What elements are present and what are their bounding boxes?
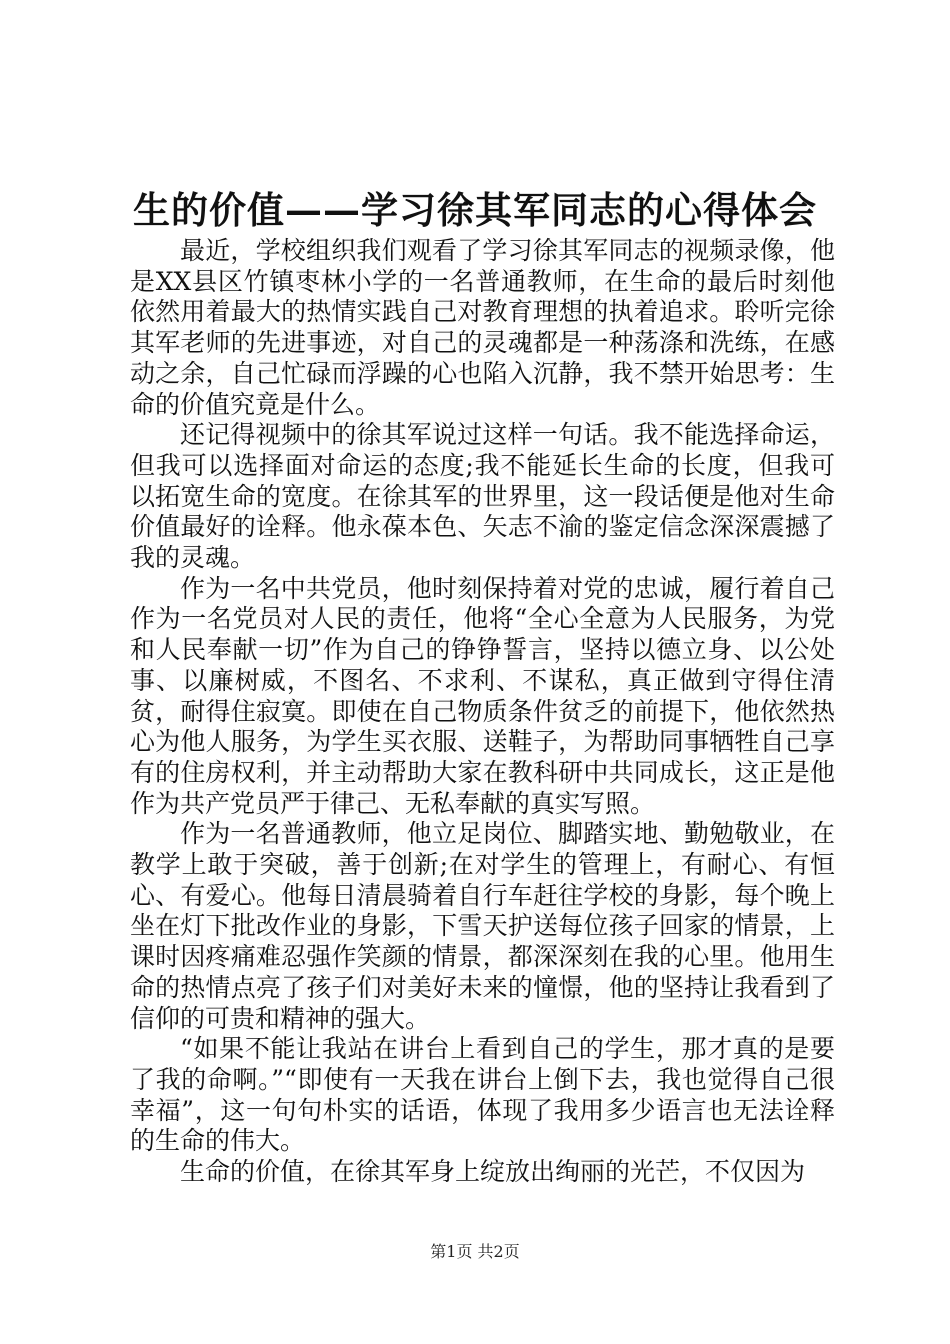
document-body: [130, 236, 835, 1188]
document-title: 生的价值——学习徐其军同志的心得体会: [133, 188, 817, 232]
paragraph-2: 还记得视频中的徐其军说过这样一句话。我不能选择命运，但我可以选择面对命运的态度;我不能延长生命的长度，但我可以拓宽生命的宽度。在徐其军的世界里，这一段话便是他对生命价值最好的诠释。他永葆本色、矢志不渝的鉴定信念深深震撼了我的灵魂。: [130, 420, 835, 573]
paragraph-5: “如果不能让我站在讲台上看到自己的学生，那才真的是要了我的命啊。”“即使有一天我在讲台上倒下去，我也觉得自己很幸福”，这一句句朴实的话语，体现了我用多少语言也无法诠释的生命的伟大。: [130, 1034, 835, 1156]
paragraph-4: 作为一名普通教师，他立足岗位、脚踏实地、勤勉敬业，在教学上敢于突破，善于创新;在对学生的管理上，有耐心、有恒心、有爱心。他每日清晨骑着自行车赶往学校的身影，每个晚上坐在灯下批改作业的身影，下雪天护送每位孩子回家的情景，上课时因疼痛难忍强作笑颜的情景，都深深刻在我的心里。他用生命的热情点亮了孩子们对美好未来的憧憬，他的坚持让我看到了信仰的可贵和精神的强大。: [130, 819, 835, 1033]
paragraph-1: 最近，学校组织我们观看了学习徐其军同志的视频录像，他是XX县区竹镇枣林小学的一名普通教师，在生命的最后时刻他依然用着最大的热情实践自己对教育理想的执着追求。聆听完徐其军老师的先进事迹，对自己的灵魂都是一种荡涤和洗练，在感动之余，自己忙碌而浮躁的心也陷入沉静，我不禁开始思考：生命的价值究竟是什么。: [130, 236, 835, 419]
paragraph-3: 作为一名中共党员，他时刻保持着对党的忠诚，履行着自己作为一名党员对人民的责任，他将“全心全意为人民服务，为党和人民奉献一切”作为自己的铮铮誓言，坚持以德立身、以公处事、以廉树威，不图名、不求利、不谋私，真正做到守得住清贫，耐得住寂寞。即使在自己物质条件贫乏的前提下，他依然热心为他人服务，为学生买衣服、送鞋子，为帮助同事牺牲自己享有的住房权利，并主动帮助大家在教科研中共同成长，这正是他作为共产党员严于律己、无私奉献的真实写照。: [130, 573, 835, 818]
page-number-footer: 第1页 共2页: [430, 1242, 520, 1261]
paragraph-6: 生命的价值，在徐其军身上绽放出绚丽的光芒，不仅因为: [180, 1157, 806, 1187]
